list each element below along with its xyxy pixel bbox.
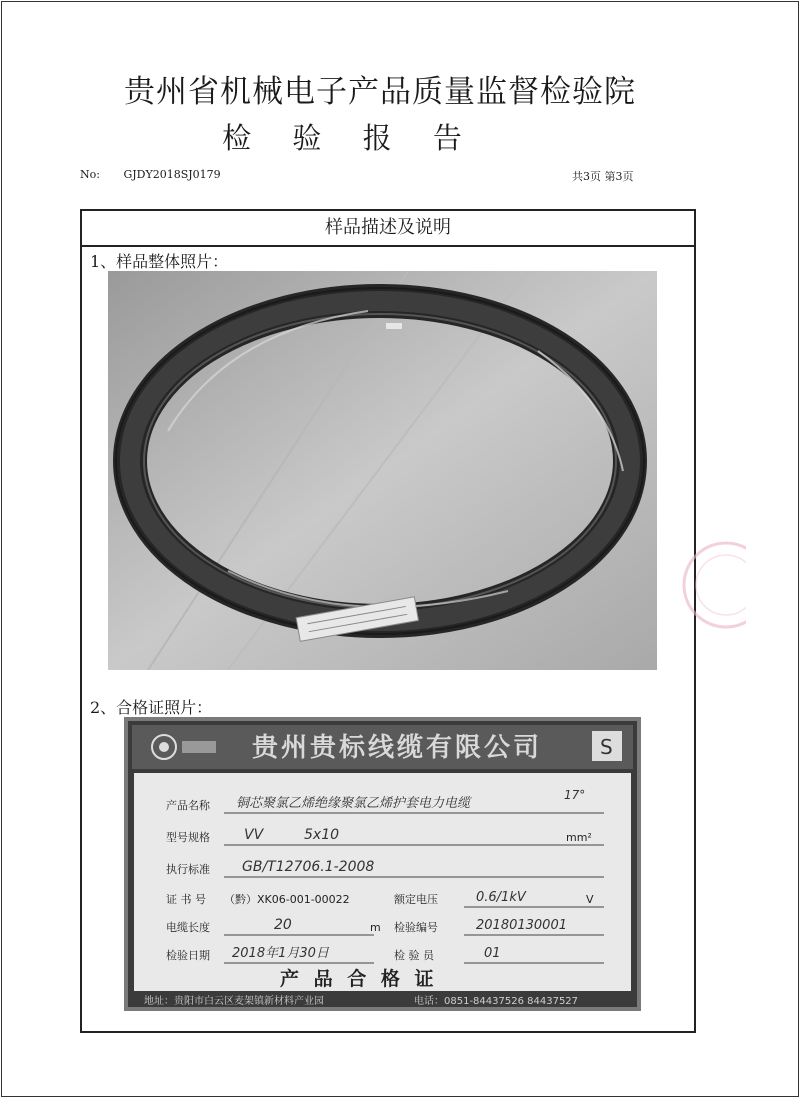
phone-label: 电话： [414, 996, 444, 1007]
certificate-photo [124, 717, 641, 1011]
section-title: 样品描述及说明 [82, 211, 694, 247]
phone-value: 0851-84437526 84437527 [444, 996, 579, 1007]
product-name-value: 铜芯聚氯乙烯绝缘聚氯乙烯护套电力电缆 [236, 796, 471, 811]
length-label: 电缆长度 [166, 921, 210, 934]
address-label: 地址： [144, 996, 174, 1007]
cable-coil-photo [108, 271, 657, 670]
page-info: 共3页 第3页 [572, 170, 634, 183]
product-name-label: 产品名称 [166, 799, 210, 812]
seal-stamp [676, 530, 746, 640]
inspection-number-value: 20180130001 [476, 918, 567, 933]
voltage-unit: V [586, 893, 594, 906]
institution-name: 贵州省机械电子产品质量监督检验院 [124, 74, 636, 110]
model-value: VV [244, 827, 264, 843]
temperature-mark: 17° [564, 788, 586, 802]
certificate-footer-title: 产 品 合 格 证 [280, 968, 438, 990]
cert-number-value: （黔）XK06-001-00022 [224, 893, 350, 906]
sample-description-box [80, 209, 696, 1033]
svg-text:S: S [600, 735, 613, 759]
cert-number-label: 证 书 号 [166, 893, 206, 906]
inspection-number-label: 检验编号 [394, 921, 438, 934]
report-number-value: GJDY2018SJ0179 [123, 168, 221, 181]
spec-value: 5x10 [304, 827, 340, 843]
model-label: 型号规格 [166, 831, 210, 844]
quality-mark-icon [592, 731, 622, 761]
spec-unit: mm² [566, 831, 592, 844]
address-value: 贵阳市白云区麦架镇新材料产业园 [174, 996, 324, 1007]
sample-photo-label: 1、样品整体照片： [90, 252, 229, 271]
certificate-image [124, 717, 641, 1011]
inspection-date-label: 检验日期 [166, 949, 210, 962]
certificate-company: 贵州贵标线缆有限公司 [252, 733, 543, 763]
voltage-value: 0.6/1kV [476, 890, 526, 905]
certificate-photo-label: 2、合格证照片： [90, 698, 213, 717]
inspection-date-value: 2018年1月30日 [232, 946, 329, 961]
length-unit: m [370, 921, 381, 934]
inspector-value: 01 [484, 946, 501, 961]
report-number [80, 168, 221, 181]
standard-value: GB/T12706.1-2008 [242, 859, 375, 875]
inspector-label: 检 验 员 [394, 949, 434, 962]
report-title: 检 验 报 告 [222, 121, 478, 155]
voltage-label: 额定电压 [394, 893, 438, 906]
length-value: 20 [274, 917, 292, 933]
report-number-label: No: [80, 168, 100, 181]
standard-label: 执行标准 [166, 863, 210, 876]
